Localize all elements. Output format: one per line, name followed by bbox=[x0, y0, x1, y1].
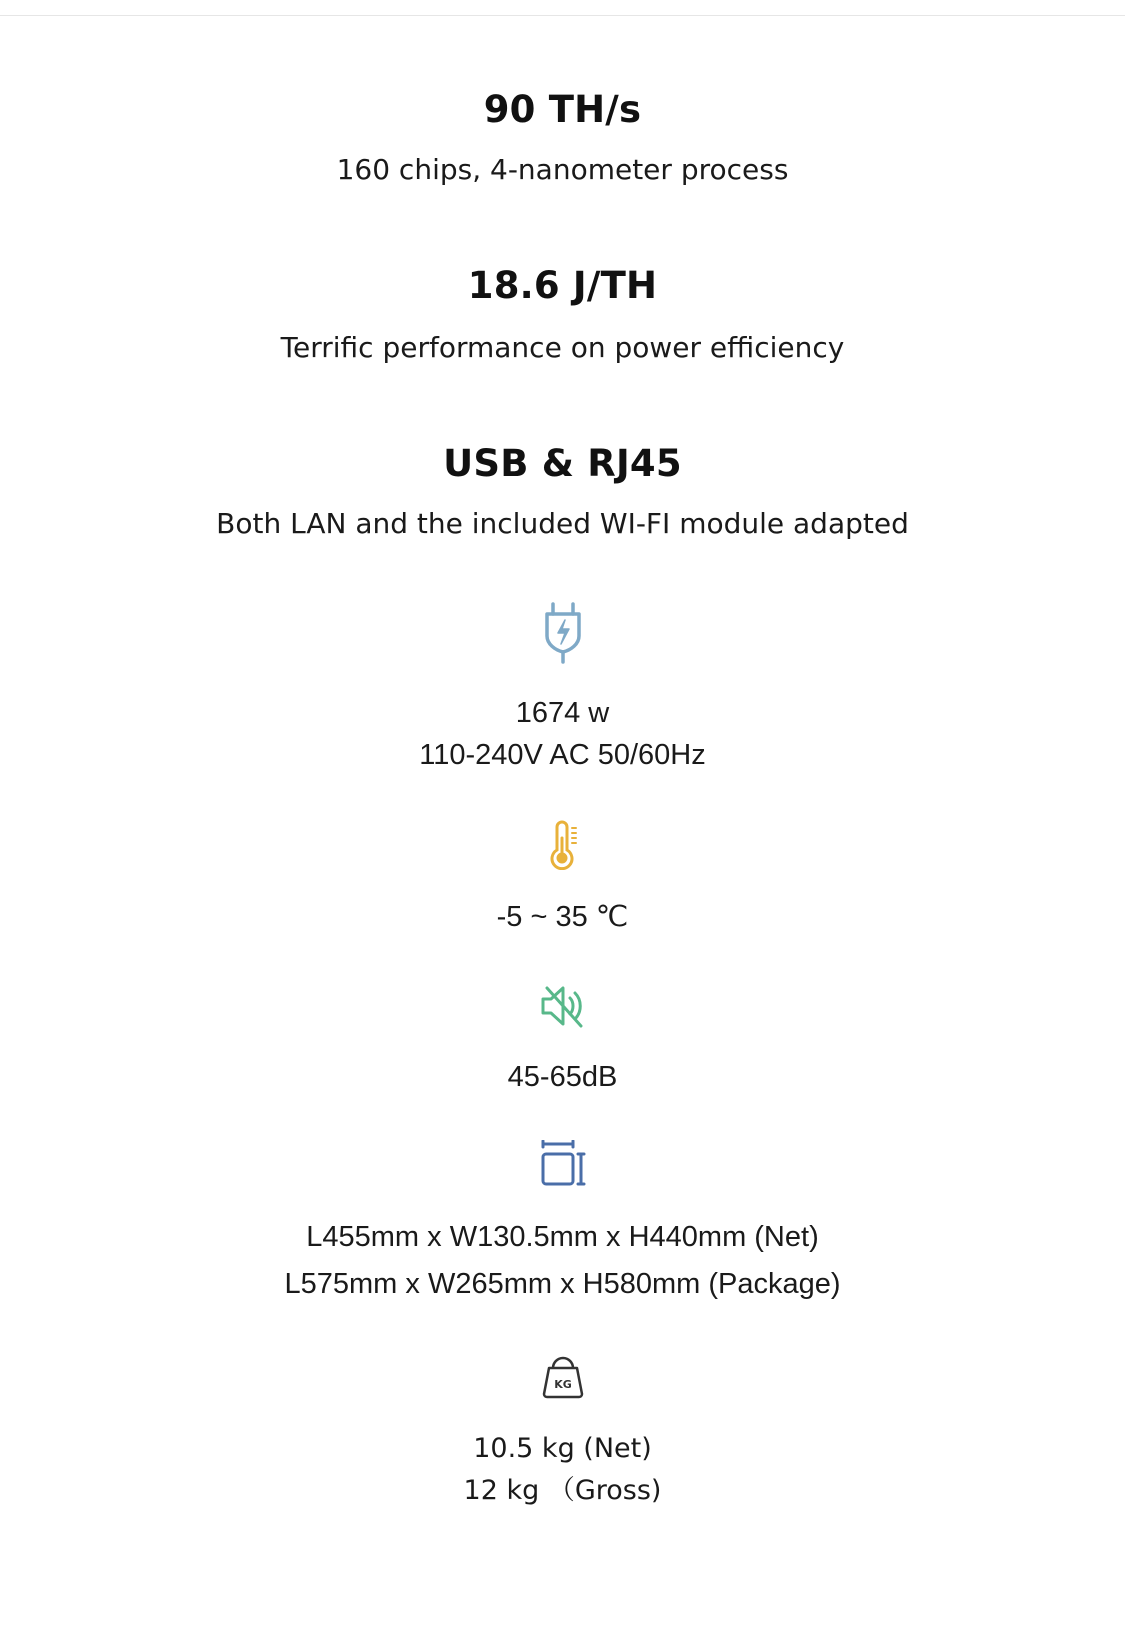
spec-power bbox=[0, 600, 1125, 776]
weight-icon-label: KG bbox=[553, 1378, 572, 1391]
gross-weight: 12 kg （Gross) bbox=[463, 1475, 662, 1506]
feature-hashrate bbox=[0, 88, 1125, 188]
noise-level: 45-65dB bbox=[507, 1061, 618, 1093]
power-plug-icon bbox=[541, 600, 585, 666]
spec-noise bbox=[0, 982, 1125, 1098]
weight-kg-icon bbox=[541, 1354, 585, 1400]
spec-dimensions bbox=[0, 1140, 1125, 1308]
thermometer-icon bbox=[543, 820, 583, 870]
power-voltage: 110-240V AC 50/60Hz bbox=[419, 739, 706, 771]
power-consumption: 1674 w bbox=[515, 697, 610, 729]
feature-title: 90 TH/s bbox=[483, 88, 642, 131]
feature-description: Both LAN and the included WI-FI module adapted bbox=[216, 507, 909, 540]
net-weight: 10.5 kg (Net) bbox=[473, 1433, 652, 1464]
package-dimensions: L575mm x W265mm x H580mm (Package) bbox=[284, 1268, 841, 1300]
dimensions-box-icon bbox=[539, 1140, 587, 1188]
temperature-range: -5 ~ 35 ℃ bbox=[496, 901, 629, 933]
net-dimensions: L455mm x W130.5mm x H440mm (Net) bbox=[306, 1221, 819, 1253]
feature-title: 18.6 J/TH bbox=[467, 264, 658, 307]
speaker-mute-icon bbox=[539, 982, 587, 1030]
spec-weight bbox=[0, 1354, 1125, 1512]
feature-description: 160 chips, 4-nanometer process bbox=[336, 153, 789, 186]
spec-temperature bbox=[0, 820, 1125, 938]
top-divider bbox=[0, 15, 1125, 16]
feature-connectivity bbox=[0, 442, 1125, 542]
feature-description: Terrific performance on power efficiency bbox=[280, 331, 845, 364]
feature-title: USB & RJ45 bbox=[443, 442, 682, 485]
feature-efficiency bbox=[0, 264, 1125, 366]
